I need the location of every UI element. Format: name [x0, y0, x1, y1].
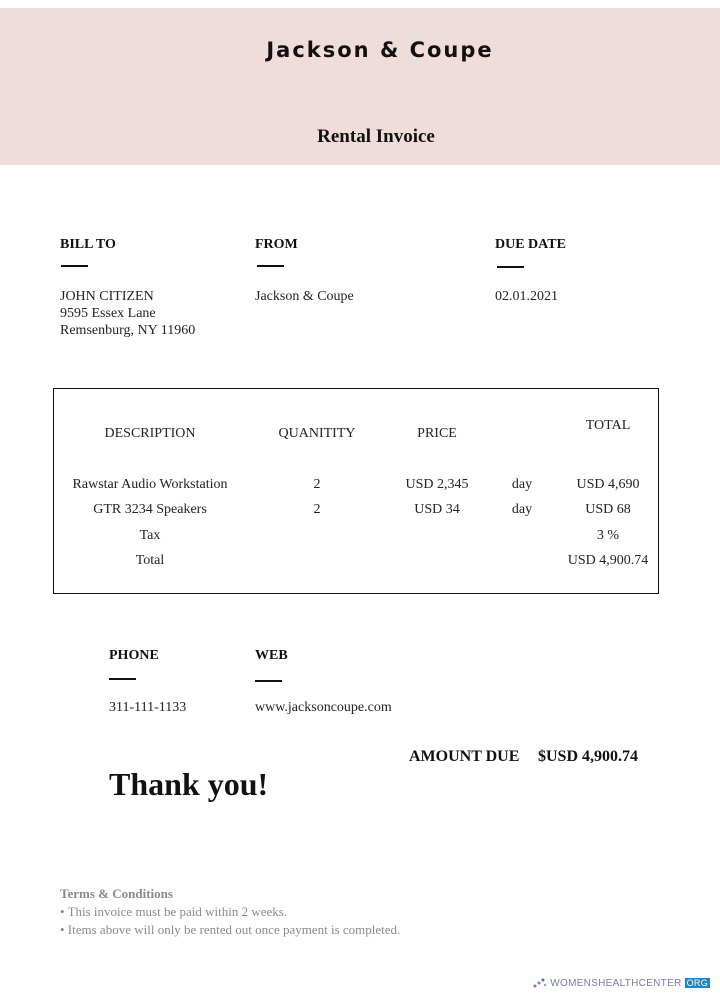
from-label: FROM	[255, 237, 298, 252]
from-value: Jackson & Coupe	[255, 289, 354, 304]
row-1-total: USD 4,690	[576, 477, 640, 492]
web-rule	[255, 680, 282, 682]
bill-to-name: JOHN CITIZEN	[60, 289, 154, 304]
row-2-quantity: 2	[313, 502, 321, 517]
header-price: PRICE	[417, 426, 457, 441]
web-value: www.jacksoncoupe.com	[255, 700, 392, 715]
row-2-price: USD 34	[414, 502, 460, 517]
phone-label: PHONE	[109, 648, 159, 663]
phone-value: 311-111-1133	[109, 700, 187, 715]
bill-to-rule	[61, 265, 88, 267]
phone-rule	[109, 678, 136, 680]
total-value: USD 4,900.74	[567, 553, 649, 568]
watermark-tld: ORG	[686, 978, 708, 988]
row-1-unit: day	[511, 477, 533, 492]
total-label: Total	[135, 553, 165, 568]
amount-due-label: AMOUNT DUE	[409, 748, 520, 765]
from-rule	[257, 265, 284, 267]
row-2-total: USD 68	[585, 502, 631, 517]
invoice-title: Rental Invoice	[317, 126, 435, 147]
web-label: WEB	[255, 648, 288, 663]
company-name: Jackson & Coupe	[266, 38, 494, 62]
row-1-quantity: 2	[313, 477, 321, 492]
bill-to-label: BILL TO	[60, 237, 116, 252]
bill-to-street: 9595 Essex Lane	[60, 306, 156, 321]
bill-to-city: Remsenburg, NY 11960	[60, 323, 196, 338]
tax-value: 3 %	[596, 528, 620, 543]
row-1-description: Rawstar Audio Workstation	[72, 477, 228, 492]
header-quantity: QUANITITY	[278, 426, 356, 441]
due-date-rule	[497, 266, 524, 268]
thank-you-text: Thank you!	[109, 766, 269, 802]
due-date-value: 02.01.2021	[495, 289, 558, 304]
header-total: TOTAL	[585, 418, 631, 433]
watermark-dots-icon	[533, 977, 547, 989]
header-description: DESCRIPTION	[104, 426, 196, 441]
row-2-unit: day	[511, 502, 533, 517]
due-date-label: DUE DATE	[495, 237, 566, 252]
amount-due-value: $USD 4,900.74	[538, 748, 639, 765]
terms-item-1: • This invoice must be paid within 2 weeks.	[60, 904, 288, 919]
terms-item-2: • Items above will only be rented out once payment is completed.	[60, 922, 401, 937]
watermark	[533, 976, 710, 990]
tax-label: Tax	[139, 528, 161, 543]
watermark-text: WOMENSHEALTHCENTER	[550, 977, 682, 989]
row-2-description: GTR 3234 Speakers	[93, 502, 207, 517]
row-1-price: USD 2,345	[405, 477, 469, 492]
terms-title: Terms & Conditions	[60, 886, 173, 901]
